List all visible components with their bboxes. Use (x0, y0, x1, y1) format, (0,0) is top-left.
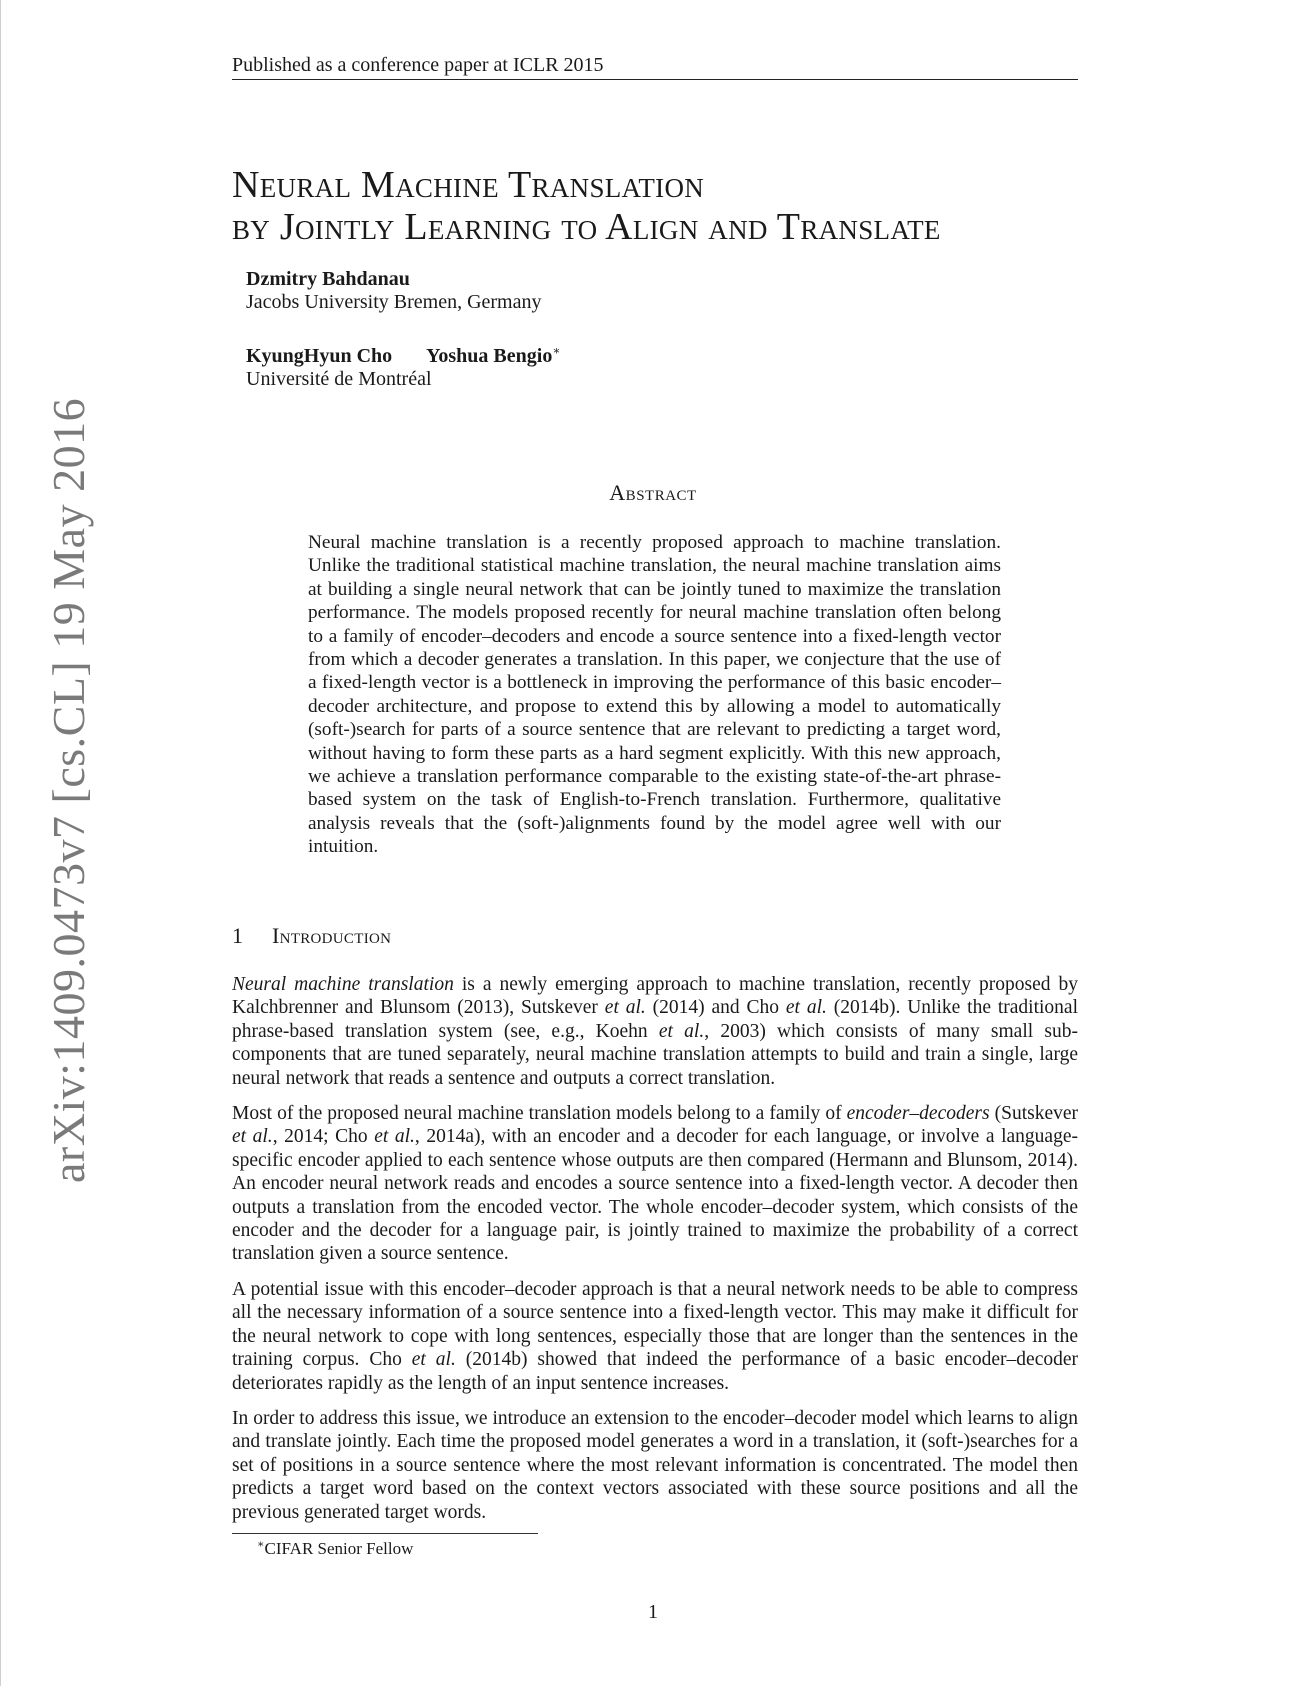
footnote-divider (232, 1533, 538, 1534)
author-names-row (246, 345, 560, 368)
author-name: Dzmitry Bahdanau (246, 268, 410, 290)
text-run: , 2014; Cho (272, 1126, 375, 1148)
emphasis: et al. (411, 1349, 456, 1371)
emphasis: encoder–decoders (846, 1103, 990, 1125)
text-run: , 2014a), with an encoder and a decoder for each language, or involve a language-specific encoder applied to each sentence whose outputs are then compared (Hermann and Blunsom, 2014). An encoder neural network reads and encodes a source sentence into a fixed-length vector. A decoder then outputs a translation from the encoded vector. The whole encoder–decoder system, which consists of the encoder and the decoder for a language pair, is jointly trained to maximize the probability of a correct translation given a source sentence. (232, 1126, 1078, 1265)
emphasis: et al. (374, 1126, 415, 1148)
author-name: KyungHyun Cho (246, 345, 393, 367)
author-block-1 (246, 268, 541, 314)
section-number: 1 (232, 923, 244, 948)
paragraph: In order to address this issue, we introduce an extension to the encoder–decoder model which learns to align and translate jointly. Each time the proposed model generates a word in a translation, it (soft-)searches for a set of positions in a source sentence where the most relevant information is concentrated. The model then predicts a target word based on the context vectors associated with these source positions and all the previous generated target words. (232, 1407, 1078, 1523)
paragraph (232, 1278, 1078, 1395)
emphasis: et al. (232, 1126, 273, 1148)
title-line-1: Neural Machine Translation (232, 164, 705, 206)
footnote-text: CIFAR Senior Fellow (264, 1539, 414, 1558)
page-number: 1 (648, 1601, 658, 1623)
text-run: (2014b). Unlike the traditional phrase-based translation system (see, e.g., Koehn (232, 997, 1078, 1042)
footnote (257, 1539, 413, 1559)
running-header: Published as a conference paper at ICLR 2015 (232, 53, 1078, 80)
footnote-mark: ∗ (257, 1538, 265, 1551)
emphasis: et al. (785, 997, 827, 1019)
text-run: is a newly emerging approach to machine translation, recently proposed by Kalchbrenner and Blunsom (2013), Sutskever (232, 974, 1079, 1019)
arxiv-identifier: arXiv:1409.0473v7 [cs.CL] 19 May 2016 (43, 397, 94, 1183)
text-run: Most of the proposed neural machine translation models belong to a family of (232, 1103, 847, 1125)
abstract-heading-text: Abstract (609, 480, 697, 505)
section-title: Introduction (272, 923, 392, 948)
emphasis: Neural machine translation (232, 974, 454, 995)
text-run: A potential issue with this encoder–decoder approach is that a neural network needs to be able to compress all the necessary information of a source sentence into a fixed-length vector. This may make it difficult for the neural network to cope with long sentences, especially those that are longer than the sentences in the training corpus. Cho (232, 1278, 1078, 1371)
text-run: (2014) and Cho (645, 997, 786, 1019)
paper-title (232, 164, 1132, 248)
author-name: Yoshua Bengio (426, 345, 553, 367)
author-block-2 (246, 345, 560, 391)
title-line-2: by Jointly Learning to Align and Translate (232, 206, 941, 248)
emphasis: et al. (604, 997, 646, 1019)
introduction-body (232, 973, 1078, 1536)
author-affiliation: Jacobs University Bremen, Germany (246, 291, 542, 313)
text-run: , 2003) which consists of many small sub-components that are tuned separately, neural machine translation attempts to build and train a single, large neural network that reads a sentence and outputs a correct translation. (232, 1020, 1078, 1089)
paragraph (232, 1102, 1078, 1266)
section-heading (232, 923, 391, 949)
author-affiliation: Université de Montréal (246, 368, 432, 390)
emphasis: et al. (658, 1020, 705, 1042)
text-run: (Sutskever (989, 1103, 1078, 1125)
text-run: (2014b) showed that indeed the performance of a basic encoder–decoder deteriorates rapidly as the length of an input sentence increases. (232, 1349, 1078, 1394)
footnote-marker: ∗ (552, 343, 561, 358)
abstract-heading (1, 480, 1304, 506)
abstract-text: Neural machine translation is a recently proposed approach to machine translation. Unlike the traditional statistical machine translation, the neural machine translation aims at building a single neural network that can be jointly tuned to maximize the translation performance. The models proposed recently for neural machine translation often belong to a family of encoder–decoders and encode a source sentence into a fixed-length vector from which a decoder generates a translation. In this paper, we conjecture that the use of a fixed-length vector is a bottleneck in improving the performance of this basic encoder–decoder architecture, and propose to extend this by allowing a model to automatically (soft-)search for parts of a source sentence that are relevant to predicting a target word, without having to form these parts as a hard segment explicitly. With this new approach, we achieve a translation performance comparable to the existing state-of-the-art phrase-based system on the task of English-to-French translation. Furthermore, qualitative analysis reveals that the (soft-)alignments found by the model agree well with our intuition. (308, 532, 1001, 858)
paragraph (232, 973, 1078, 1090)
